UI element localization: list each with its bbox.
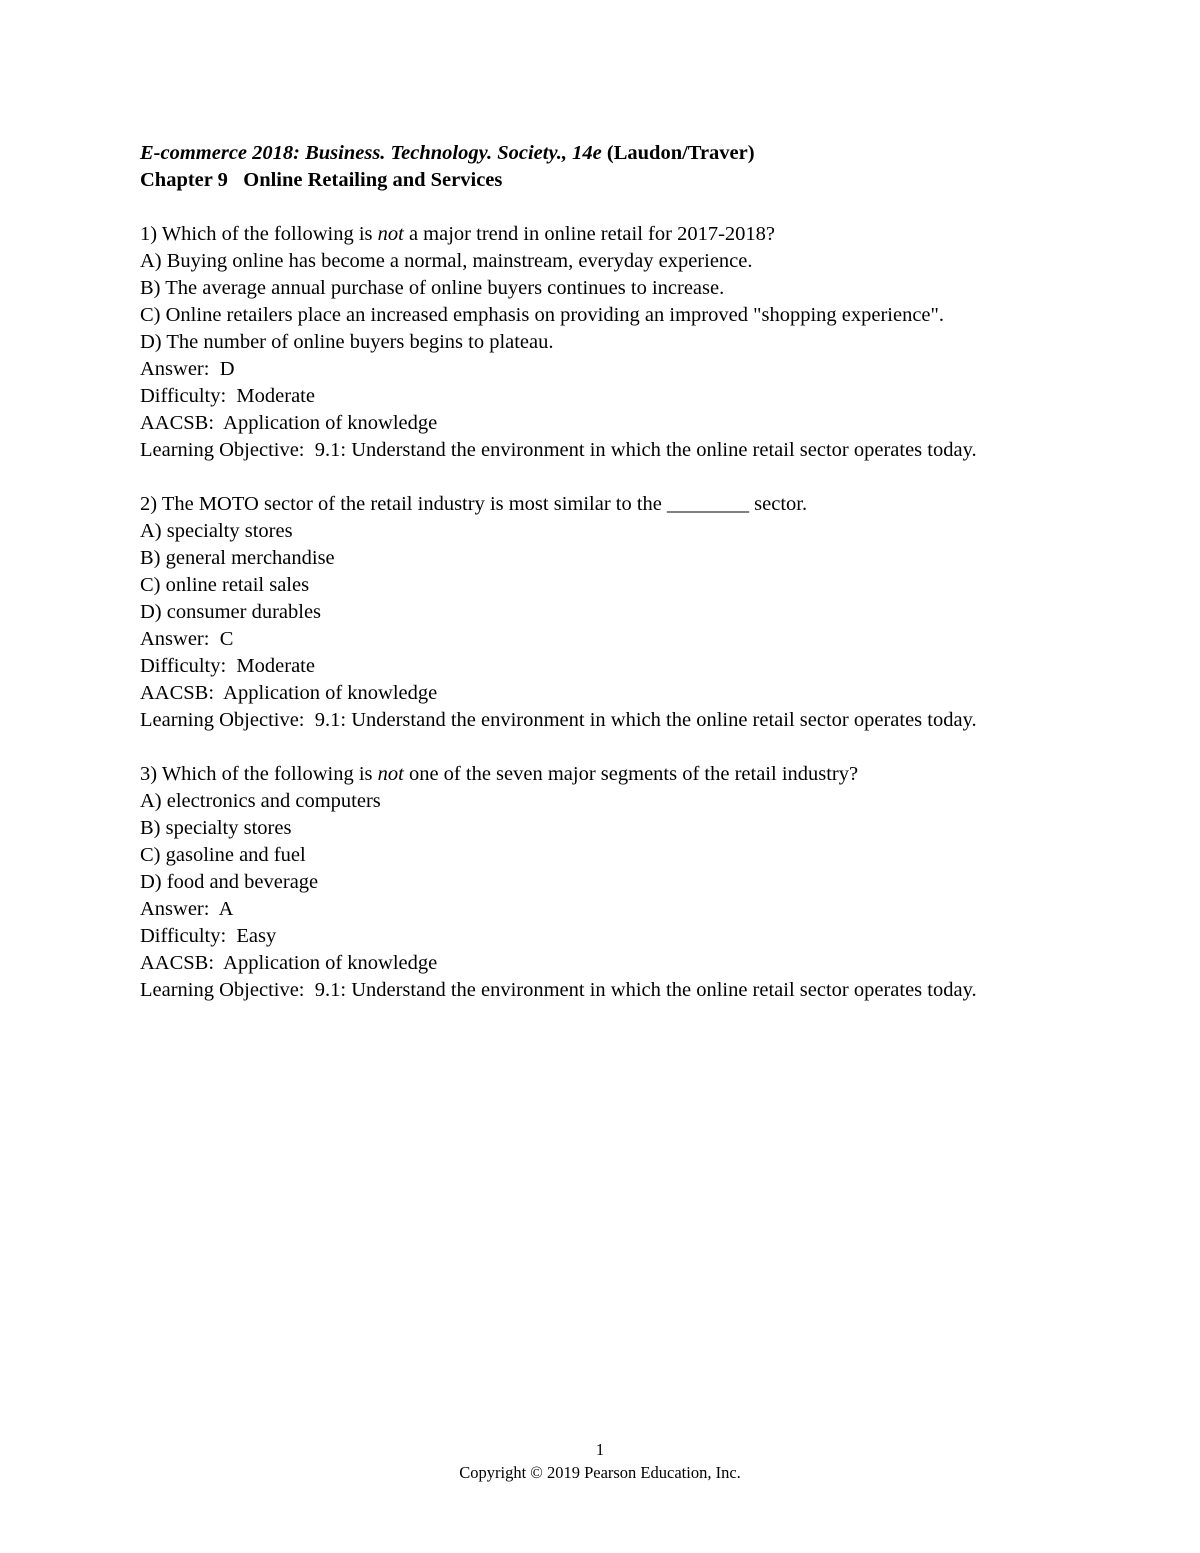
question-stem — [140, 761, 1060, 788]
spacer — [140, 464, 1060, 491]
stem-text: 1) Which of the following is — [140, 223, 378, 245]
question-stem — [140, 491, 1060, 518]
book-title: E-commerce 2018: Business. Technology. Society., 14e — [140, 142, 602, 164]
option-b: B) general merchandise — [140, 547, 335, 569]
question-1 — [140, 221, 1060, 464]
option-d: D) consumer durables — [140, 601, 322, 623]
option-d: D) The number of online buyers begins to plateau. — [140, 331, 554, 353]
spacer — [140, 734, 1060, 761]
difficulty: Difficulty: Easy — [140, 925, 277, 947]
book-title-line — [140, 140, 1060, 167]
option-b: B) specialty stores — [140, 817, 292, 839]
option-b: B) The average annual purchase of online buyers continues to increase. — [140, 277, 725, 299]
aacsb: AACSB: Application of knowledge — [140, 952, 438, 974]
answer: Answer: D — [140, 358, 235, 380]
difficulty: Difficulty: Moderate — [140, 655, 315, 677]
aacsb: AACSB: Application of knowledge — [140, 412, 438, 434]
learning-objective: Learning Objective: 9.1: Understand the environment in which the online retail sector operates today. — [140, 709, 977, 731]
stem-text: 3) Which of the following is — [140, 763, 378, 785]
option-c: C) Online retailers place an increased emphasis on providing an improved "shopping experience". — [140, 304, 945, 326]
chapter-title: Chapter 9 Online Retailing and Services — [140, 169, 503, 191]
option-d: D) food and beverage — [140, 871, 319, 893]
option-a: A) specialty stores — [140, 520, 293, 542]
question-3 — [140, 761, 1060, 1004]
option-a: A) electronics and computers — [140, 790, 381, 812]
answer: Answer: C — [140, 628, 234, 650]
learning-objective: Learning Objective: 9.1: Understand the environment in which the online retail sector operates today. — [140, 439, 977, 461]
difficulty: Difficulty: Moderate — [140, 385, 315, 407]
option-a: A) Buying online has become a normal, mainstream, everyday experience. — [140, 250, 753, 272]
stem-emphasis: not — [377, 763, 404, 785]
question-2 — [140, 491, 1060, 734]
copyright-notice: Copyright © 2019 Pearson Education, Inc. — [459, 1463, 741, 1482]
learning-objective: Learning Objective: 9.1: Understand the environment in which the online retail sector operates today. — [140, 979, 977, 1001]
option-c: C) online retail sales — [140, 574, 310, 596]
page-number: 1 — [595, 1440, 605, 1459]
spacer — [140, 194, 1060, 221]
option-c: C) gasoline and fuel — [140, 844, 306, 866]
aacsb: AACSB: Application of knowledge — [140, 682, 438, 704]
stem-text: a major trend in online retail for 2017-2018? — [403, 223, 775, 245]
question-stem — [140, 221, 1060, 248]
page-content — [140, 140, 1060, 1004]
answer: Answer: A — [140, 898, 234, 920]
stem-text: one of the seven major segments of the retail industry? — [403, 763, 859, 785]
stem-emphasis: not — [377, 223, 404, 245]
stem-text: 2) The MOTO sector of the retail industry is most similar to the ________ sector. — [140, 493, 808, 515]
book-authors: (Laudon/Traver) — [601, 142, 755, 164]
